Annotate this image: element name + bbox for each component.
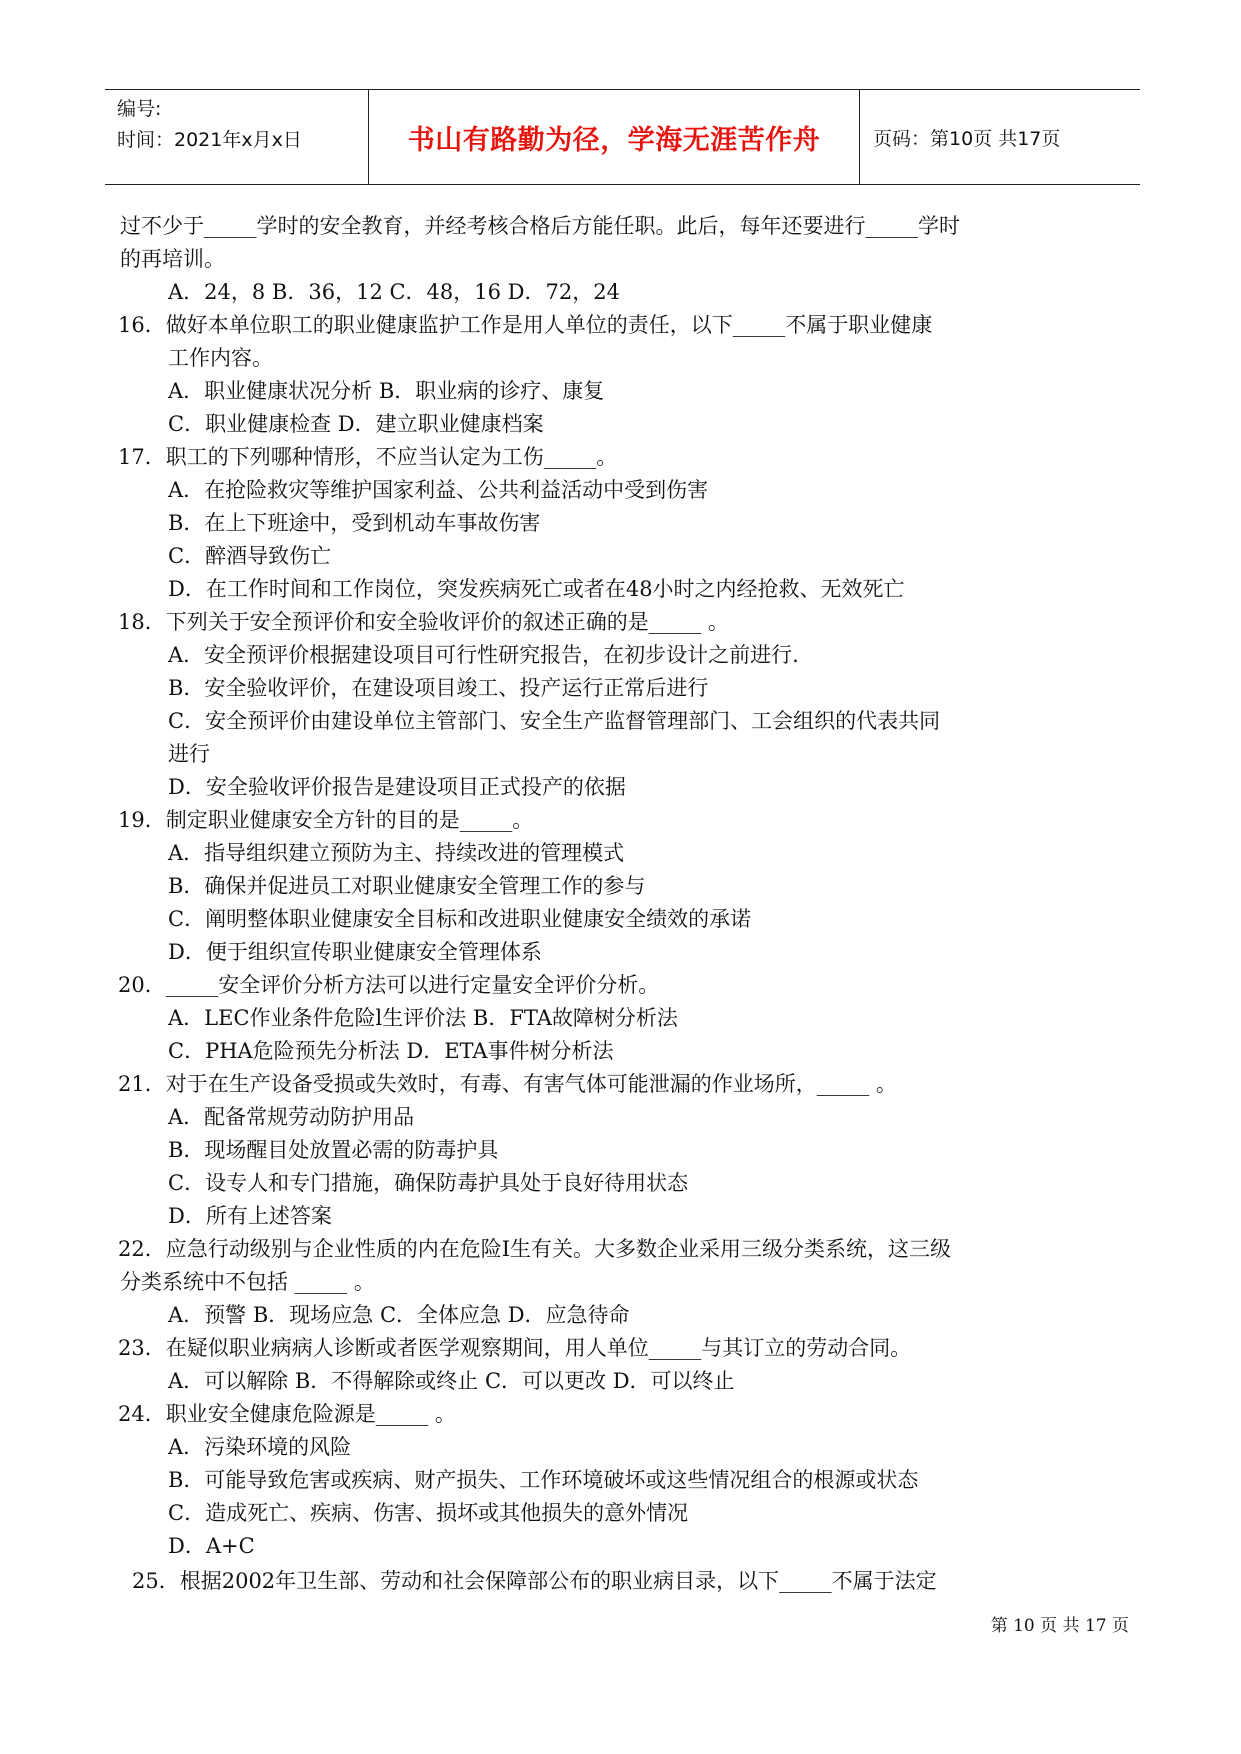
option-line: B．在上下班途中，受到机动车事故伤害: [168, 511, 541, 535]
question-line: 18．下列关于安全预评价和安全验收评价的叙述正确的是_____ 。: [118, 610, 729, 634]
text-line: 过不少于_____学时的安全教育，并经考核合格后方能任职。此后，每年还要进行_____学时: [120, 214, 960, 238]
header-motto: 书山有路勤为径，学海无涯苦作舟: [369, 90, 860, 184]
doc-time-label: 时间：2021年x月x日: [117, 129, 302, 151]
option-line: A．职业健康状况分析 B．职业病的诊疗、康复: [168, 379, 605, 403]
question-line: 20．_____安全评价分析方法可以进行定量安全评价分析。: [118, 973, 660, 997]
option-line: C．造成死亡、疾病、伤害、损坏或其他损失的意外情况: [168, 1501, 689, 1525]
option-line: C．醉酒导致伤亡: [168, 544, 332, 568]
header-meta: [105, 90, 369, 184]
option-line: A．安全预评价根据建设项目可行性研究报告，在初步设计之前进行.: [168, 643, 799, 667]
question-line: 21．对于在生产设备受损或失效时，有毒、有害气体可能泄漏的作业场所，_____ 。: [118, 1072, 897, 1096]
question-line: 16．做好本单位职工的职业健康监护工作是用人单位的责任，以下_____不属于职业健康: [118, 313, 933, 337]
option-line: D．在工作时间和工作岗位，突发疾病死亡或者在48小时之内经抢救、无效死亡: [168, 577, 905, 601]
option-line: D．A+C: [168, 1534, 255, 1558]
text-line: 进行: [168, 742, 210, 766]
question-line: 24．职业安全健康危险源是_____ 。: [118, 1402, 456, 1426]
doc-number-label: 编号:: [117, 98, 162, 120]
option-line: A．预警 B．现场应急 C．全体应急 D．应急待命: [168, 1303, 630, 1327]
question-line: 17．职工的下列哪种情形，不应当认定为工伤_____。: [118, 445, 618, 469]
option-line: A．24，8 B．36，12 C．48，16 D．72，24: [168, 280, 620, 304]
option-line: A．可以解除 B．不得解除或终止 C．可以更改 D．可以终止: [168, 1369, 735, 1393]
header-page-label: 页码：第10页 共17页: [873, 127, 1061, 150]
question-line: 25．根据2002年卫生部、劳动和社会保障部公布的职业病目录，以下_____不属于法定: [132, 1569, 937, 1593]
page-footer: 第 10 页 共 17 页: [990, 1616, 1129, 1636]
text-line: 的再培训。: [120, 247, 225, 271]
question-line: 22．应急行动级别与企业性质的内在危险I生有关。大多数企业采用三级分类系统，这三级: [118, 1237, 952, 1261]
page-header: [105, 89, 1140, 185]
option-line: C．设专人和专门措施，确保防毒护具处于良好待用状态: [168, 1171, 689, 1195]
option-line: C．PHA危险预先分析法 D．ETA事件树分析法: [168, 1039, 614, 1063]
option-line: A．LEC作业条件危险l生评价法 B．FTA故障树分析法: [168, 1006, 678, 1030]
option-line: A．配备常规劳动防护用品: [168, 1105, 415, 1129]
option-line: C．职业健康检查 D．建立职业健康档案: [168, 412, 544, 436]
option-line: A．污染环境的风险: [168, 1435, 352, 1459]
text-line: 工作内容。: [168, 346, 273, 370]
option-line: D．便于组织宣传职业健康安全管理体系: [168, 940, 542, 964]
option-line: A．在抢险救灾等维护国家利益、公共利益活动中受到伤害: [168, 478, 709, 502]
option-line: A．指导组织建立预防为主、持续改进的管理模式: [168, 841, 625, 865]
option-line: C．安全预评价由建设单位主管部门、安全生产监督管理部门、工会组织的代表共同: [168, 709, 941, 733]
option-line: B．可能导致危害或疾病、财产损失、工作环境破坏或这些情况组合的根源或状态: [168, 1468, 919, 1492]
option-line: B．确保并促进员工对职业健康安全管理工作的参与: [168, 874, 646, 898]
option-line: B．现场醒目处放置必需的防毒护具: [168, 1138, 499, 1162]
question-line: 23．在疑似职业病病人诊断或者医学观察期间，用人单位_____与其订立的劳动合同。: [118, 1336, 912, 1360]
option-line: D．所有上述答案: [168, 1204, 332, 1228]
question-line: 19．制定职业健康安全方针的目的是_____。: [118, 808, 534, 832]
option-line: B．安全验收评价，在建设项目竣工、投产运行正常后进行: [168, 676, 709, 700]
option-line: C．阐明整体职业健康安全目标和改进职业健康安全绩效的承诺: [168, 907, 752, 931]
option-line: D．安全验收评价报告是建设项目正式投产的依据: [168, 775, 626, 799]
text-line: 分类系统中不包括 _____ 。: [120, 1270, 375, 1294]
